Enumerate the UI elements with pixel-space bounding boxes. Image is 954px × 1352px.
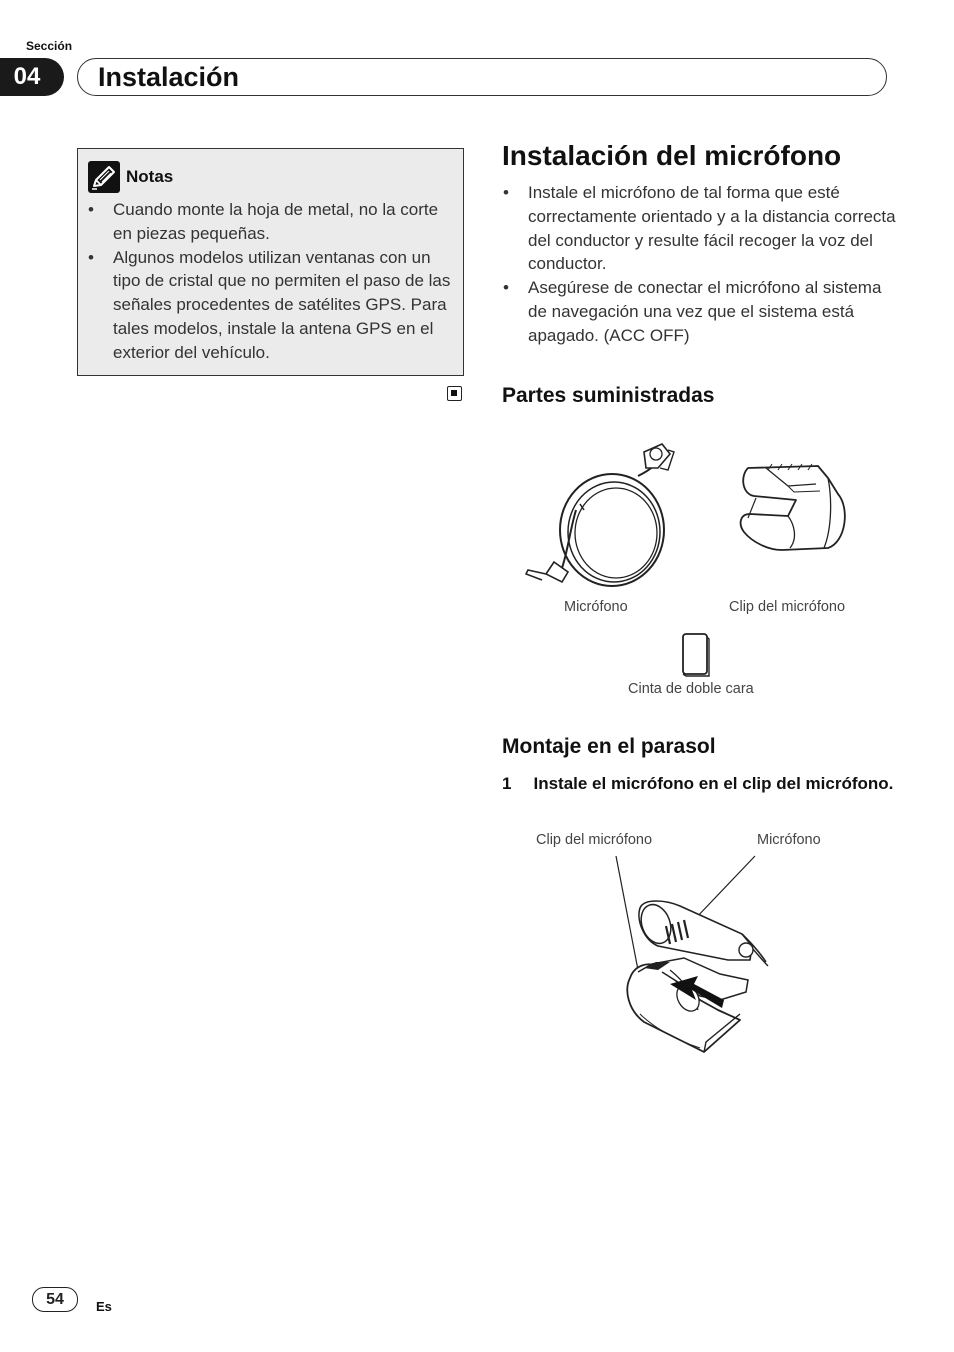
list-item: • Cuando monte la hoja de metal, no la corte en piezas pequeñas.	[88, 198, 454, 246]
step-number: 1	[502, 774, 512, 793]
notes-list	[88, 198, 454, 365]
page-number: 54	[32, 1287, 78, 1312]
page-title: Instalación	[98, 62, 240, 92]
clip-illustration	[728, 458, 858, 558]
step-text: Instale el micrófono en el clip del micrófono.	[533, 774, 894, 793]
pencil-note-icon	[88, 161, 120, 193]
list-item: • Algunos modelos utilizan ventanas con un tipo de cristal que no permiten el paso de las señales procedentes de satélites GPS. Para tales modelos, instale la antena GPS en el exterior del vehículo.	[88, 246, 454, 365]
parts-heading: Partes suministradas	[502, 384, 715, 407]
list-item: • Asegúrese de conectar el micrófono al sistema de navegación una vez que el sistema está apagado. (ACC OFF)	[503, 276, 898, 347]
mount-microphone-caption: Micrófono	[757, 832, 821, 848]
clip-caption: Clip del micrófono	[729, 599, 846, 615]
tape-caption: Cinta de doble cara	[628, 681, 754, 697]
install-bullets	[503, 181, 898, 348]
language-code: Es	[96, 1299, 112, 1314]
list-item: • Instale el micrófono de tal forma que esté correctamente orientado y a la distancia correcta del conductor y resulte fácil recoger la voz del conductor.	[503, 181, 898, 276]
section-title: Instalación del micrófono	[502, 140, 842, 171]
section-label: Sección	[26, 39, 73, 53]
microphone-caption: Micrófono	[564, 599, 628, 615]
mounting-heading: Montaje en el parasol	[502, 735, 716, 758]
section-number-badge: 04	[0, 58, 64, 96]
notes-title: Notas	[126, 167, 174, 186]
step-1	[502, 772, 894, 796]
mounting-illustration	[600, 850, 800, 1060]
section-end-icon	[447, 386, 462, 401]
microphone-illustration	[520, 440, 700, 590]
mount-clip-caption: Clip del micrófono	[536, 832, 653, 848]
double-sided-tape-illustration	[681, 632, 711, 678]
